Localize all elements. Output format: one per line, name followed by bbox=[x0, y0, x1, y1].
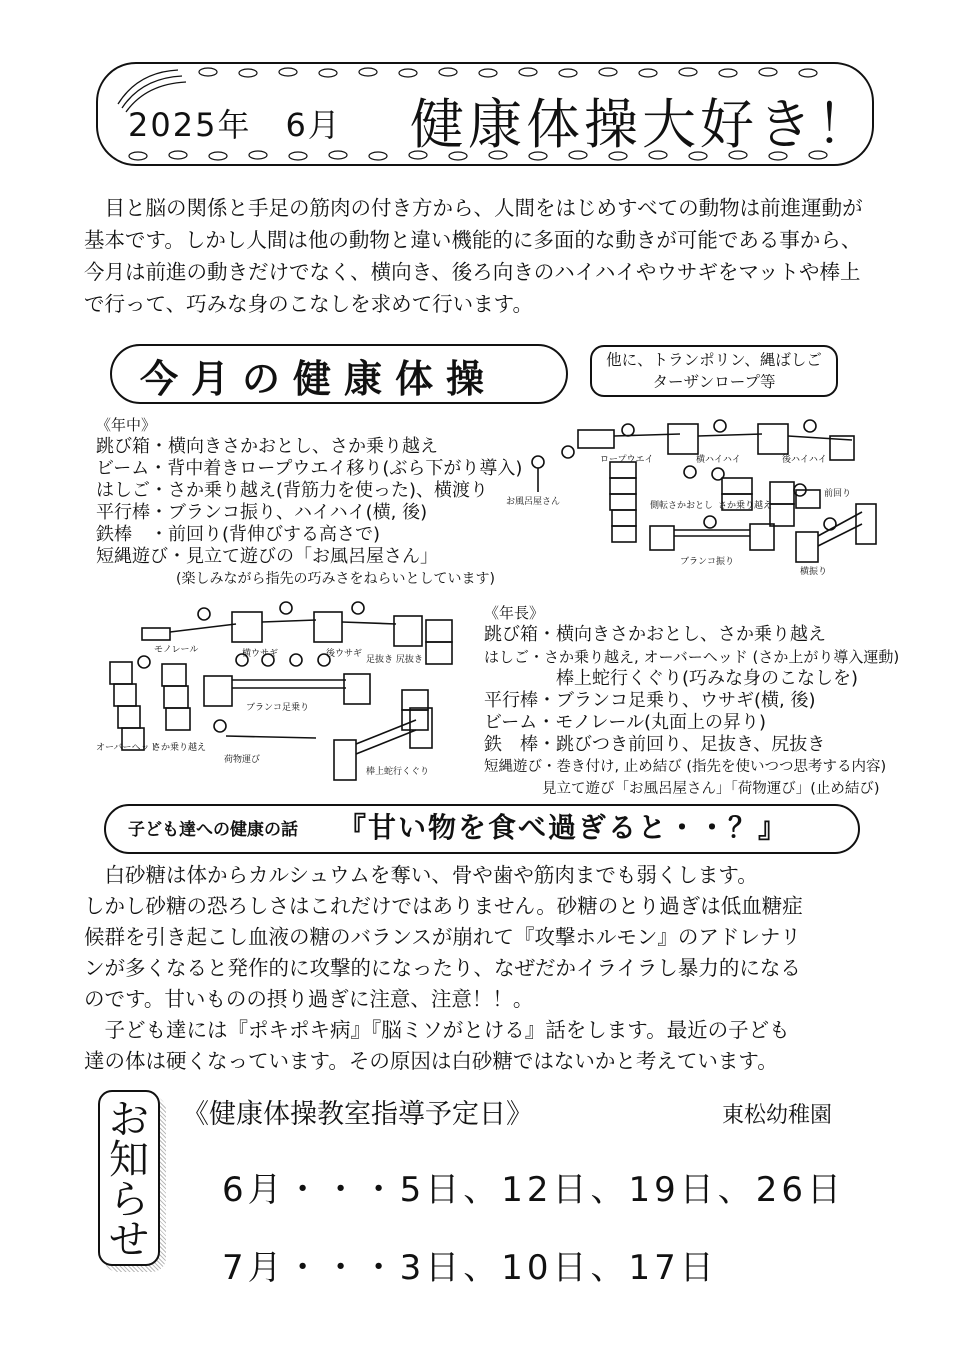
list-item: ビーム・背中着きロープウエイ移り(ぶら下がり導入) bbox=[96, 458, 523, 479]
intro-line: で行って、巧みな身のこなしを求めて行います。 bbox=[84, 292, 533, 316]
illus-label: モノレール bbox=[154, 645, 199, 655]
health-line: 達の体は硬くなっています。その原因は白砂糖ではないかと考えています。 bbox=[84, 1049, 778, 1073]
illus-label: 後ウサギ bbox=[326, 649, 363, 659]
schedule-title: 《健康体操教室指導予定日》 bbox=[182, 1099, 533, 1130]
school-name: 東松幼稚園 bbox=[722, 1103, 833, 1128]
illus-label: ブランコ振り bbox=[680, 557, 735, 567]
illus-label: 足抜き 尻抜き bbox=[366, 655, 423, 665]
illus-label: 側転さかおとし bbox=[650, 501, 714, 511]
illus-label: オーバーヘッド bbox=[96, 743, 159, 753]
notice-char: せ bbox=[109, 1217, 149, 1263]
list-item: 平行棒・ブランコ足乗り、ウサギ(横, 後) bbox=[484, 690, 816, 711]
health-paragraph bbox=[84, 860, 894, 1077]
health-line: 白砂糖は体からカルシュウムを奪い、骨や歯や筋肉までも弱くします。 bbox=[84, 863, 758, 887]
list-item: 短縄遊び・巻き付け, 止め結び (指先を使いつつ思考する内容) bbox=[484, 759, 887, 775]
list-item: 短縄遊び・見立て遊びの「お風呂屋さん」 bbox=[96, 546, 438, 567]
illus-label: 横ウサギ bbox=[242, 649, 279, 659]
illustration-nenchu bbox=[500, 412, 880, 582]
notice-label-box bbox=[98, 1090, 160, 1266]
health-line: 候群を引き起こし血液の糖のバランスが崩れて『攻撃ホルモン』のアドレナリ bbox=[84, 925, 801, 949]
illus-label: さか乗り越え bbox=[718, 501, 773, 511]
other-activities-note bbox=[590, 345, 838, 397]
illus-label: 前回り bbox=[824, 489, 852, 499]
note-line: 他に、トランポリン、縄ばしご bbox=[606, 351, 822, 369]
illus-label: 横ハイハイ bbox=[696, 455, 741, 465]
page-title: 健康体操大好き！ bbox=[410, 93, 874, 156]
illus-label: ブランコ足乗り bbox=[246, 703, 310, 713]
health-line: のです。甘いものの摂り過ぎに注意、注意！！。 bbox=[84, 987, 534, 1011]
notice-char: 知 bbox=[109, 1137, 149, 1183]
section-title: 今月の健康体操 bbox=[140, 357, 498, 401]
list-heading: 《年長》 bbox=[484, 604, 545, 622]
list-item: ビーム・モノレール(丸面上の昇り) bbox=[484, 712, 767, 733]
list-item: 見立て遊び「お風呂屋さん」「荷物運び」(止め結び) bbox=[484, 781, 880, 797]
health-line: ンが多くなると発作的に攻撃的になったり、なぜだかイライラし暴力的になる bbox=[84, 956, 801, 980]
list-item: 鉄棒 ・前回り(背伸びする高さで) bbox=[96, 524, 381, 545]
illus-label: お風呂屋さん bbox=[506, 497, 561, 507]
list-note: (楽しみながら指先の巧みさをねらいとしています) bbox=[176, 571, 495, 587]
notice-char: ら bbox=[109, 1177, 149, 1223]
illus-label: 横振り bbox=[800, 567, 828, 577]
nenchu-list bbox=[96, 414, 522, 590]
illus-label: 後ハイハイ bbox=[782, 455, 827, 465]
illus-label: 荷物運び bbox=[224, 755, 261, 765]
illustration-nencho bbox=[96, 598, 480, 788]
illus-label: 棒上蛇行くぐり bbox=[366, 767, 430, 777]
list-item: はしご・さか乗り越え, オーバーヘッド (さか上がり導入運動) bbox=[484, 648, 900, 666]
list-item: 鉄 棒・跳びつき前回り、足抜き、尻抜き bbox=[484, 734, 826, 755]
illus-label: さか乗り越え bbox=[152, 743, 207, 753]
list-item: 平行棒・ブランコ振り、ハイハイ(横, 後) bbox=[96, 502, 428, 523]
illus-label: ロープウエイ bbox=[600, 455, 654, 465]
list-heading: 《年中》 bbox=[96, 416, 157, 434]
health-talk-prefix: 子ども達への健康の話 bbox=[128, 820, 298, 840]
health-talk-title: 『甘い物を食べ過ぎると・・？』 bbox=[338, 811, 789, 844]
intro-paragraph bbox=[84, 192, 894, 320]
health-line: 子ども達には『ポキポキ病』『脳ミソがとける』話をします。最近の子ども bbox=[84, 1018, 790, 1042]
list-item: 跳び箱・横向きさかおとし、さか乗り越え bbox=[96, 436, 438, 457]
list-item: 棒上蛇行くぐり(巧みな身のこなしを) bbox=[484, 668, 859, 689]
intro-line: 今月は前進の動きだけでなく、横向き、後ろ向きのハイハイやウサギをマットや棒上 bbox=[84, 260, 861, 284]
note-line: ターザンロープ等 bbox=[652, 373, 776, 391]
intro-line: 目と脳の関係と手足の筋肉の付き方から、人間をはじめすべての動物は前進運動が bbox=[104, 196, 863, 220]
list-item: はしご・さか乗り越え(背筋力を使った)、横渡り bbox=[96, 480, 489, 501]
list-item: 跳び箱・横向きさかおとし、さか乗り越え bbox=[484, 624, 826, 645]
schedule-july: 7月・・・3日、10日、17日 bbox=[222, 1248, 718, 1288]
year-month: 2025年 6月 bbox=[128, 106, 342, 144]
notice-char: お bbox=[109, 1097, 149, 1143]
intro-line: 基本です。しかし人間は他の動物と違い機能的に多面的な動きが可能である事から、 bbox=[84, 228, 862, 252]
schedule-june: 6月・・・5日、12日、19日、26日 bbox=[222, 1170, 846, 1210]
health-line: しかし砂糖の恐ろしさはこれだけではありません。砂糖のとり過ぎは低血糖症 bbox=[84, 894, 803, 918]
nencho-list bbox=[484, 602, 899, 800]
